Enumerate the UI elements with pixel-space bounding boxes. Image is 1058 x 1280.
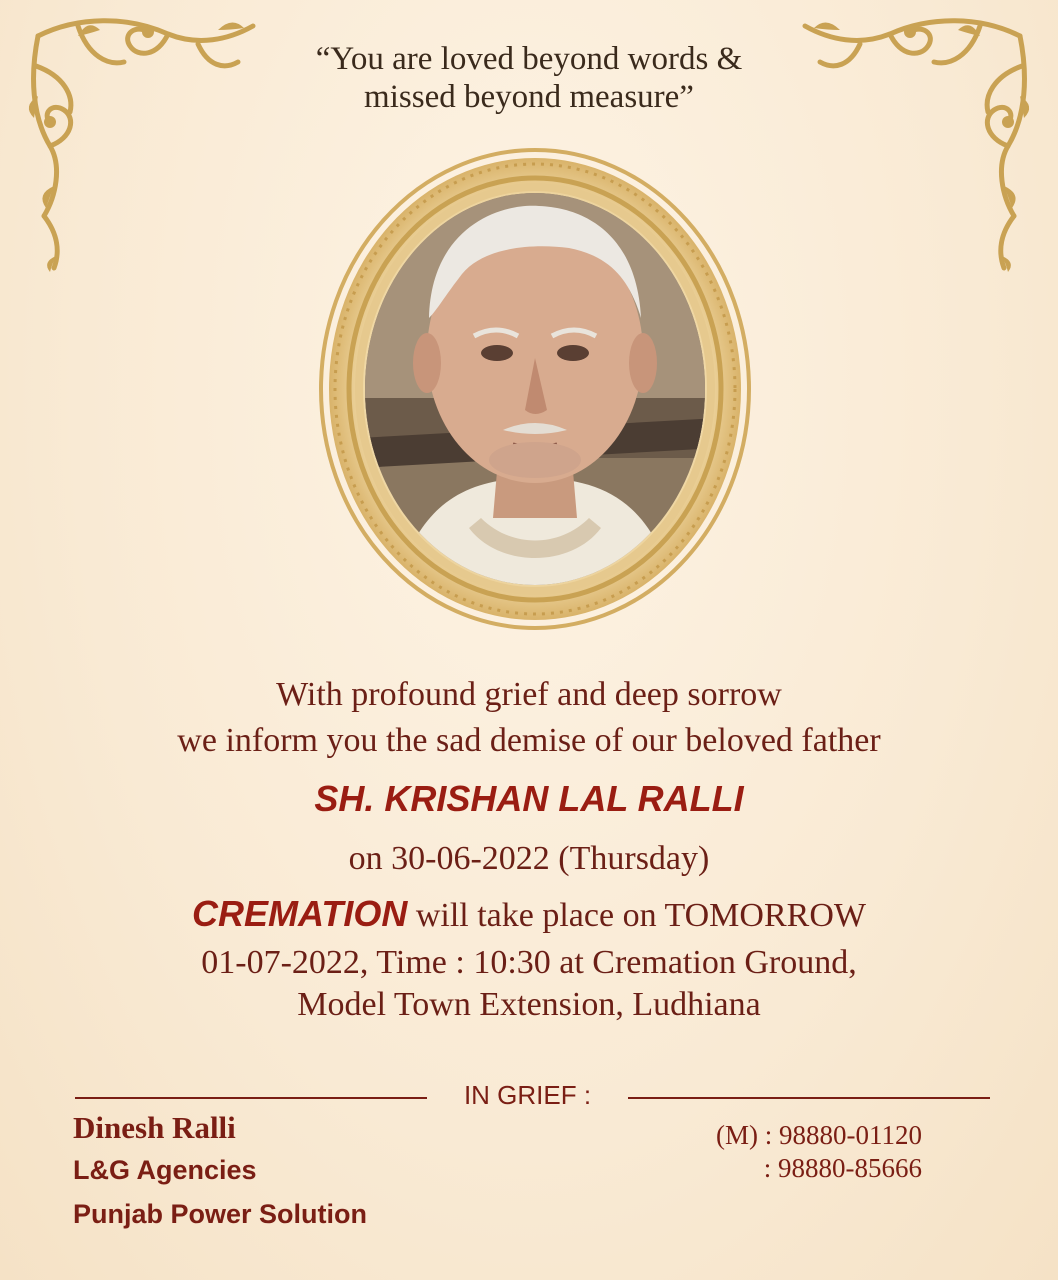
memorial-quote bbox=[0, 40, 1058, 116]
cremation-time: 01-07-2022, Time : 10:30 at Cremation Ground, bbox=[201, 944, 857, 981]
deceased-name: SH. KRISHAN LAL RALLI bbox=[314, 778, 744, 819]
cremation-place: Model Town Extension, Ludhiana bbox=[297, 986, 761, 1023]
demise-date: on 30-06-2022 (Thursday) bbox=[348, 840, 710, 877]
cremation-line bbox=[0, 893, 1058, 935]
company-name-1: L&G Agencies bbox=[73, 1155, 257, 1185]
divider-left bbox=[75, 1097, 427, 1099]
phone-number-1: (M) : 98880-01120 bbox=[716, 1120, 922, 1150]
quote-line-2: missed beyond measure” bbox=[364, 79, 694, 115]
in-grief-label: IN GRIEF : bbox=[463, 1080, 592, 1110]
signatory-name: Dinesh Ralli bbox=[73, 1110, 236, 1145]
phone-number-2: : 98880-85666 bbox=[763, 1153, 922, 1183]
message-line-2: we inform you the sad demise of our beloved father bbox=[177, 722, 881, 759]
portrait-frame bbox=[319, 148, 751, 630]
quote-line-1: “You are loved beyond words & bbox=[315, 41, 743, 77]
company-name-2: Punjab Power Solution bbox=[73, 1199, 368, 1229]
cremation-text: will take place on TOMORROW bbox=[407, 897, 866, 934]
cremation-heading: CREMATION bbox=[192, 893, 408, 934]
divider-right bbox=[628, 1097, 990, 1099]
message-line-1: With profound grief and deep sorrow bbox=[276, 676, 782, 713]
